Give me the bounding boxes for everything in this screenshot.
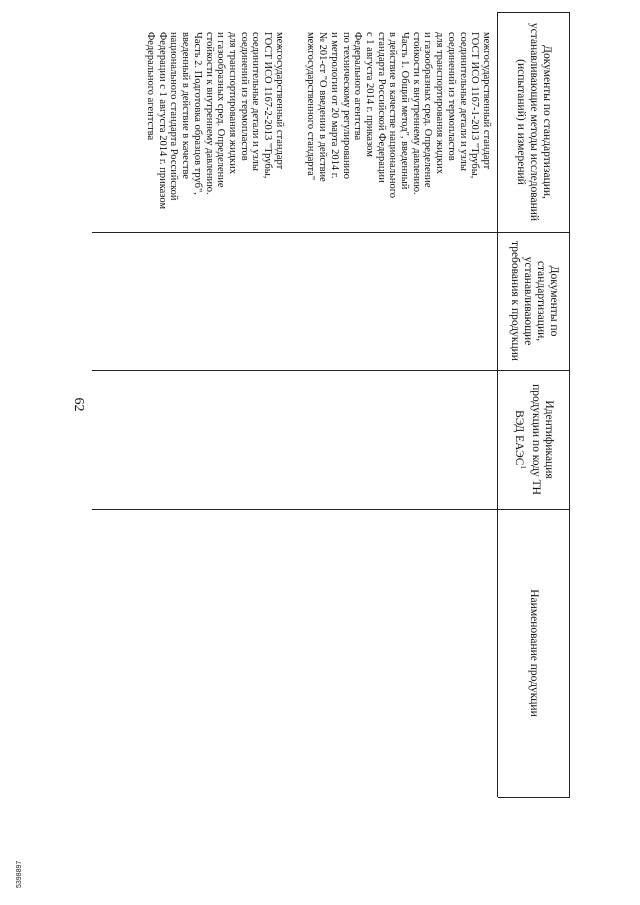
rotated-page <box>70 12 570 797</box>
standard-entry <box>144 32 284 210</box>
header-requirements: Документы по стандартизации, устанавливающие требования к продукции <box>509 241 560 361</box>
entry-line: стойкости к внутреннему давлению. <box>203 32 215 195</box>
methods-column-content <box>124 32 492 210</box>
entry-line: и газообразных сред. Определение <box>422 32 434 188</box>
entry-line: Федерального агентства <box>352 32 364 141</box>
standard-entry <box>305 32 492 210</box>
entry-line: межгосударственный стандарт <box>273 32 285 170</box>
entry-line: Часть 1. Общий метод", введенный <box>399 32 411 190</box>
entry-line: ГОСТ ИСО 1167-2-2013 "Трубы, <box>262 32 274 179</box>
entry-line: межгосударственный стандарт <box>481 32 492 170</box>
entry-line: соединений из термопластов <box>445 32 457 161</box>
entry-line: с 1 августа 2014 г. приказом <box>363 32 375 157</box>
entry-line: стойкости к внутреннему давлению. <box>410 32 422 195</box>
entry-line: стандарта Российской Федерации <box>375 32 387 183</box>
entry-line: Федерального агентства <box>145 32 157 141</box>
header-code: Идентификация продукции по коду ТН ВЭД ЕАЭС$^1$ <box>513 384 556 495</box>
page-number: 62 <box>71 397 86 412</box>
document-stamp-number: 5398897 <box>16 860 23 888</box>
entry-line: для транспортирования жидких <box>434 32 446 174</box>
entry-line: и газообразных сред. Определение <box>215 32 227 188</box>
entry-line: в действие в качестве национального <box>387 32 399 199</box>
entry-line: введенный в действие в качестве <box>180 32 192 180</box>
entry-line: национального стандарта Российской <box>168 32 180 201</box>
entry-line: Часть 2. Подготовка образцов труб", <box>191 32 203 195</box>
entry-line: Федерации с 1 августа 2014 г. приказом <box>156 32 168 210</box>
header-name: Наименование продукции <box>528 589 541 717</box>
entry-line: соединительные детали и узлы <box>457 32 469 171</box>
footnote-marker: 1 <box>519 465 528 469</box>
entry-line: и метрологии от 20 марта 2014 г. <box>328 32 340 179</box>
entry-line: соединительные детали и узлы <box>250 32 262 171</box>
entry-line: соединений из термопластов <box>238 32 250 161</box>
header-methods: Документы по стандартизации, устанавливающие методы исследований (испытаний) и измерений <box>515 22 554 222</box>
entry-line: ГОСТ ИСО 1167-1-2013 "Трубы, <box>469 32 481 179</box>
entry-line: по техническому регулированию <box>340 32 352 180</box>
standards-table <box>92 12 570 797</box>
entry-line: для транспортирования жидких <box>226 32 238 174</box>
entry-line: межгосударственного стандарта" <box>305 32 317 181</box>
entry-line: № 201-ст "О введении в действие <box>317 32 329 182</box>
table-right-border <box>498 797 570 798</box>
